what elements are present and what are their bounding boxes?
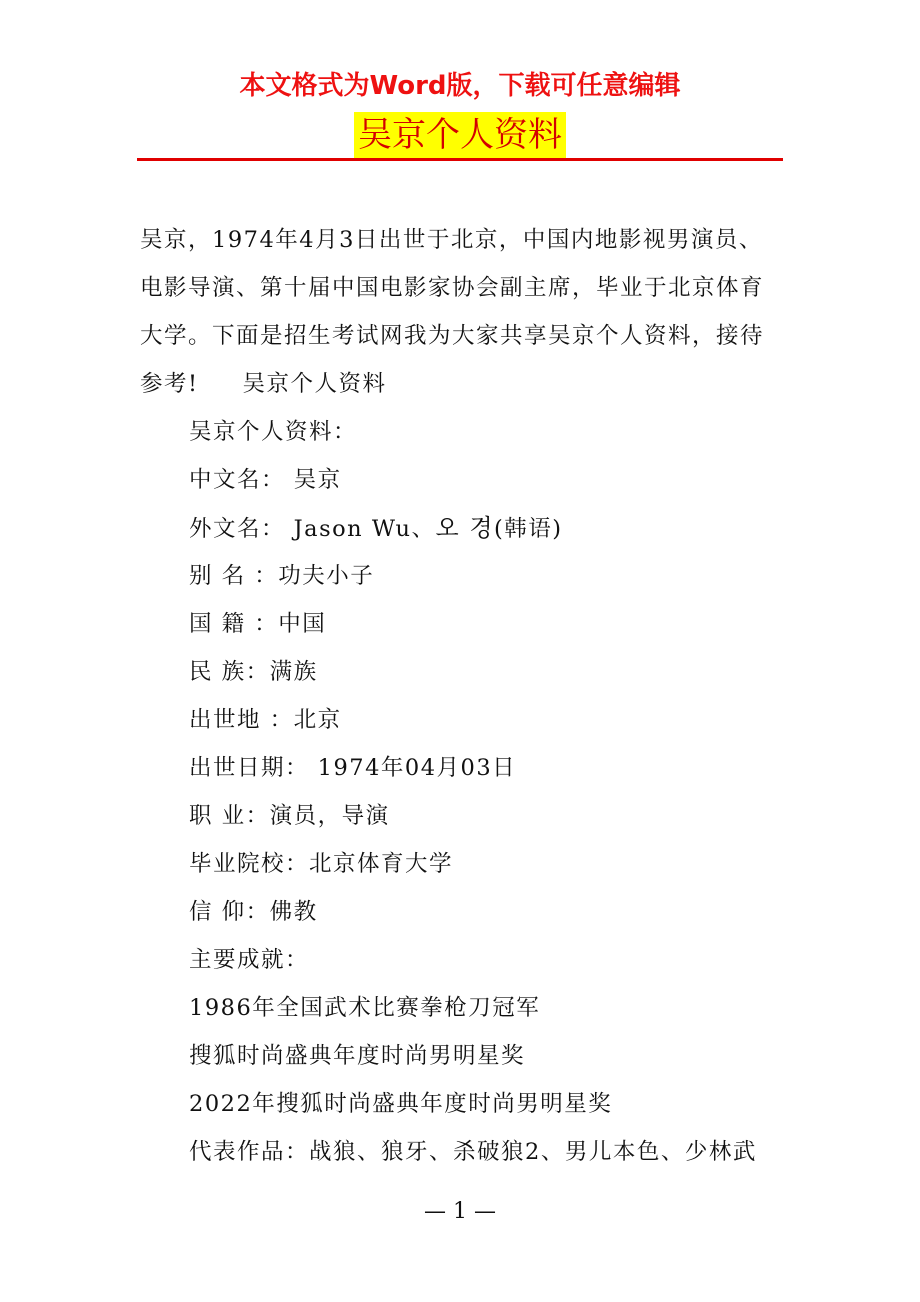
page-number: — 1 — xyxy=(424,1199,496,1224)
achievements-heading: 主要成就： xyxy=(189,947,310,973)
document-title: 吴京个人资料 xyxy=(354,112,566,158)
foreign-name-line xyxy=(189,504,789,552)
works-line: 代表作品：战狼、狼牙、杀破狼2、男儿本色、少林武 xyxy=(189,1139,757,1165)
achievement-item: 2022年搜狐时尚盛典年度时尚男明星奖 xyxy=(189,1091,613,1117)
birthdate-line: 出世日期： 1974年04月03日 xyxy=(189,755,517,781)
religion-line: 信 仰：佛教 xyxy=(189,899,318,925)
foreign-name-prefix: 外文名： Jason Wu、 xyxy=(189,516,436,542)
foreign-name-korean: 오 경 xyxy=(435,514,495,542)
intro-paragraph xyxy=(140,216,785,408)
foreign-name-suffix: (韩语) xyxy=(494,516,563,542)
alias-line: 别 名 ：功夫小子 xyxy=(189,563,375,589)
chinese-name-line: 中文名： 吴京 xyxy=(189,467,342,493)
profile-heading: 吴京个人资料： xyxy=(189,419,358,445)
intro-trail: 吴京个人资料 xyxy=(242,371,387,397)
school-line: 毕业院校：北京体育大学 xyxy=(189,851,454,877)
ethnicity-line: 民 族：满族 xyxy=(189,659,318,685)
nationality-line: 国 籍 ：中国 xyxy=(189,611,327,637)
achievement-item: 搜狐时尚盛典年度时尚男明星奖 xyxy=(189,1043,526,1069)
profile-section xyxy=(189,408,789,1176)
achievement-item: 1986年全国武术比赛拳枪刀冠军 xyxy=(189,995,541,1021)
occupation-line: 职 业：演员，导演 xyxy=(189,803,390,829)
title-divider xyxy=(137,158,783,161)
format-banner: 本文格式为Word版，下载可任意编辑 xyxy=(239,71,681,101)
birthplace-line: 出世地 ：北京 xyxy=(189,707,342,733)
intro-text: 吴京，1974年4月3日出世于北京，中国内地影视男演员、电影导演、第十届中国电影家协会副主席，毕业于北京体育大学。下面是招生考试网我为大家共享吴京个人资料，接待参考! xyxy=(140,227,765,397)
title-container xyxy=(0,112,920,158)
